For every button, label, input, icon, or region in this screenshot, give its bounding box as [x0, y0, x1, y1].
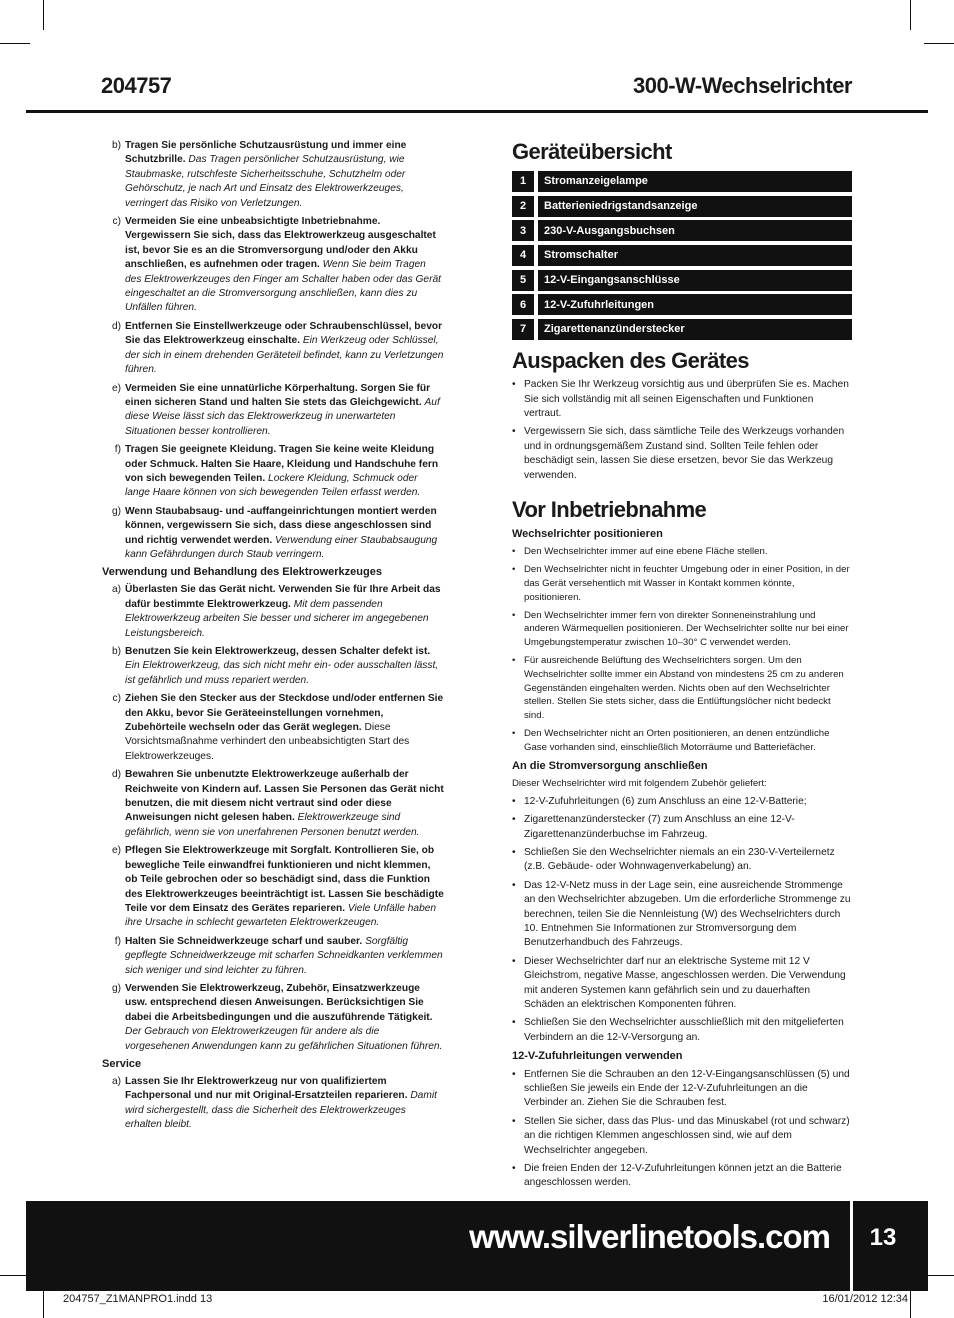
overview-heading: Geräteübersicht [512, 139, 672, 164]
item-italic-text: Das Tragen persönlicher Schutzausrüstung, wie Staubmaske, rutschfeste Sicherheitsschuhe, Schutzhelm oder Gehörschutz, je nach Art und Einsatz des Elektrowerkzeuges, verringert das Risiko von Verletzungen. [125, 154, 406, 209]
print-date: 16/01/2012 12:34 [822, 1293, 908, 1305]
list-item [102, 1075, 444, 1133]
item-italic-text: Auf diese Weise lässt sich das Elektrowerkzeug in unerwarteten Situationen besser kontrollieren. [125, 396, 440, 437]
bullet-text: Das 12-V-Netz muss in der Lage sein, eine ausreichende Strommenge an den Wechselrichter abzugeben. Um die erforderliche Strommenge zu berechnen, teilen Sie die Nennleistung (W) des Wechselrichters durch 10. Entnehmen Sie Informationen zur Stromversorgung dem Benutzerhandbuch des Fahrzeugs. [524, 879, 851, 949]
power-intro: Dieser Wechselrichter wird mit folgendem Zubehör geliefert: [512, 777, 767, 789]
item-letter: b) [111, 646, 121, 657]
crop-mark [910, 1290, 911, 1318]
bullet-item [512, 378, 852, 421]
bullet-item [512, 609, 852, 650]
item-letter: a) [111, 1075, 121, 1087]
list-item [102, 320, 444, 378]
crop-mark [910, 0, 911, 30]
bullet-item [512, 1115, 852, 1158]
bullet-text: Den Wechselrichter nicht an Orten positionieren, an denen entzündliche Gase vorhanden sind, einschließlich Motorräume und Batteriefächer. [524, 727, 830, 753]
bullet-item [512, 795, 852, 809]
product-number: 204757 [101, 73, 172, 98]
bullet-text: Für ausreichende Belüftung des Wechselrichters sorgen. Um den Wechselrichter sollte immer ein Abstand von mindestens 25 cm zu anderen Gegenständen eingehalten werden. Nichts oben auf den Wechselrichter stellen. Stellen Sie stets sicher, dass die Entlüftungslöcher nicht bedeckt sind. [524, 654, 844, 722]
bullet-text: 12-V-Zufuhrleitungen (6) zum Anschluss an eine 12-V-Batterie; [524, 795, 807, 807]
bullet-item [512, 1162, 852, 1191]
bullet-dot: • [512, 426, 516, 438]
item-text [125, 844, 444, 930]
list-item [102, 215, 444, 316]
overview-number: 1 [512, 171, 534, 192]
position-subheading: Wechselrichter positionieren [512, 527, 663, 540]
overview-row [512, 294, 852, 315]
bullet-item [512, 1016, 852, 1045]
list-item [102, 443, 444, 501]
bullet-dot: • [512, 814, 516, 826]
item-text [125, 139, 444, 211]
item-letter: b) [111, 140, 121, 151]
item-text [125, 692, 444, 764]
bullet-item [512, 955, 852, 1013]
item-text [125, 215, 444, 316]
bullet-dot: • [512, 879, 516, 891]
bullet-text: Die freien Enden der 12-V-Zufuhrleitungen können jetzt an die Batterie angeschlossen werden. [524, 1163, 842, 1189]
item-italic-text: Ein Elektrowerkzeug, das sich nicht mehr ein- oder ausschalten lässt, ist gefährlich und muss repariert werden. [125, 660, 439, 686]
item-text [125, 320, 444, 378]
bullet-text: Zigarettenanzünderstecker (7) zum Anschluss an eine 12-V-Zigarettenanzünderbuchse im Fahrzeug. [524, 814, 795, 840]
item-italic-text: Der Gebrauch von Elektrowerkzeugen für andere als die vorgesehenen Anwendungen kann zu gefährlichen Situationen führen. [125, 1026, 443, 1052]
item-letter: c) [112, 216, 121, 228]
bullet-dot: • [512, 846, 516, 858]
bullet-dot: • [512, 1115, 516, 1127]
page-number: 13 [869, 1224, 897, 1251]
overview-table [512, 171, 852, 340]
item-bold-text: Entfernen Sie Einstellwerkzeuge oder Schraubenschlüssel, bevor Sie das Elektrowerkzeug einschalte. [125, 320, 443, 347]
item-letter: c) [112, 693, 121, 705]
safety-list-tool-use [102, 583, 444, 1054]
bullet-item [512, 846, 852, 875]
bullet-item [512, 1068, 852, 1111]
bullet-dot: • [512, 1068, 516, 1080]
item-letter: d) [111, 320, 121, 332]
bullet-dot: • [512, 564, 516, 576]
crop-mark [0, 43, 30, 44]
bullet-text: Den Wechselrichter immer auf eine ebene Fläche stellen. [524, 546, 768, 558]
bullet-item [512, 425, 852, 483]
item-italic-text: Ein Werkzeug oder Schlüssel, der sich in einem drehenden Geräteteil befindet, kann zu Verletzungen führen. [125, 335, 444, 376]
item-bold-text: Vermeiden Sie eine unnatürliche Körperhaltung. Sorgen Sie für einen sicheren Stand und halten Sie stets das Gleichgewicht. [125, 382, 431, 408]
print-file-name: 204757_Z1MANPRO1.indd 13 [63, 1293, 213, 1305]
item-italic-text: Viele Unfälle haben ihre Ursache in schlecht gewarteten Elektrowerkzeugen. [125, 902, 437, 929]
leads-list [512, 1068, 852, 1191]
bullet-item [512, 654, 852, 723]
item-letter: e) [111, 845, 121, 857]
item-bold-text: Benutzen Sie kein Elektrowerkzeug, dessen Schalter defekt ist. [125, 646, 431, 657]
item-italic-text: Elektrowerkzeuge sind gefährlich, wenn sie von unerfahrenen Personen benutzt werden. [125, 812, 420, 838]
item-letter: g) [111, 505, 121, 517]
overview-label: Batterieniedrigstandsanzeige [538, 196, 852, 217]
item-text [125, 935, 444, 978]
crop-mark [924, 1275, 954, 1276]
item-bold-text: Tragen Sie geeignete Kleidung. Tragen Sie keine weite Kleidung oder Schmuck. Halten Sie Haare, Kleidung und Handschuhe fern von sich bewegenden Teilen. [125, 444, 439, 484]
bullet-item [512, 879, 852, 951]
page-title: 300-W-Wechselrichter [632, 73, 852, 98]
overview-row [512, 196, 852, 217]
right-column [512, 139, 852, 1195]
item-italic-text: Mit dem passenden Elektrowerkzeug arbeiten Sie besser und sicherer im angegebenen Leistungsbereich. [125, 598, 429, 639]
list-item [102, 583, 444, 641]
list-item [102, 382, 444, 440]
item-letter: e) [111, 382, 121, 394]
item-letter: f) [114, 444, 121, 456]
item-bold-text: Tragen Sie persönliche Schutzausrüstung und immer eine Schutzbrille. [125, 140, 407, 166]
overview-row [512, 171, 852, 192]
bullet-text: Entfernen Sie die Schrauben an den 12-V-Eingangsanschlüssen (5) und schließen Sie jeweils ein Ende der 12-V-Zufuhrleitungen an die Verbinder an. Ziehen Sie die Schrauben fest. [524, 1068, 850, 1109]
overview-label: Stromanzeigelampe [538, 171, 852, 192]
item-bold-text: Überlasten Sie das Gerät nicht. Verwenden Sie für Ihre Arbeit das dafür bestimmte Elektrowerkzeug. [125, 584, 441, 610]
item-letter: g) [111, 982, 121, 994]
bullet-dot: • [512, 379, 516, 391]
overview-number: 4 [512, 245, 534, 266]
overview-number: 2 [512, 196, 534, 217]
item-text [125, 583, 444, 641]
unpack-list [512, 378, 852, 483]
item-text [125, 1075, 444, 1133]
overview-number: 5 [512, 270, 534, 291]
list-item [102, 645, 444, 688]
bullet-text: Vergewissern Sie sich, dass sämtliche Teile des Werkzeugs vorhanden und in ordnungsgemäßem Zustand sind. Sollten Teile fehlen oder beschädigt sein, lassen Sie diese ersetzen, bevor Sie das Werkzeug verwenden. [524, 426, 845, 481]
section-heading-service: Service [102, 1057, 142, 1070]
bullet-text: Stellen Sie sicher, dass das Plus- und das Minuskabel (rot und schwarz) an die richtigen Klemmen angeschlossen sind, wie auf dem Wechselrichter angegeben. [524, 1115, 850, 1156]
item-italic-text: Damit wird sichergestellt, dass die Sicherheit des Elektrowerkzeuges erhalten bleibt. [125, 1090, 437, 1131]
overview-row [512, 245, 852, 266]
item-bold-text: Pflegen Sie Elektrowerkzeuge mit Sorgfalt. Kontrollieren Sie, ob bewegliche Teile einwandfrei funktionieren und nicht klemmen, ob Teile gebrochen oder so beschädigt sind, dass die Funktion des Elektrowerkzeuges beeinträchtigt ist. Lassen Sie beschädigte Teile vor dem Einsatz des Gerätes reparieren. [125, 845, 444, 914]
list-item [102, 982, 444, 1054]
item-bold-text: Lassen Sie Ihr Elektrowerkzeug nur von qualifiziertem Fachpersonal und nur mit Original-Ersatzteilen reparieren. [125, 1075, 408, 1102]
position-list [512, 545, 852, 754]
item-italic-text: Sorgfältig gepflegte Schneidwerkzeuge mit scharfen Schneidkanten verklemmen sich weniger und sind leichter zu führen. [125, 935, 443, 976]
list-item [102, 505, 444, 563]
power-list [512, 795, 852, 1046]
item-letter: d) [111, 769, 121, 781]
item-bold-text: Wenn Staubabsaug- und -auffangeinrichtungen montiert werden können, vergewissern Sie sich, dass diese angeschlossen sind und richtig verwendet werden. [125, 505, 437, 546]
item-text [125, 645, 444, 688]
overview-number: 7 [512, 319, 534, 340]
item-letter: f) [114, 935, 121, 947]
overview-label: Zigarettenanzünderstecker [538, 319, 852, 340]
item-italic-text: Lockere Kleidung, Schmuck oder lange Haare können von sich bewegenden Teilen erfasst werden. [125, 472, 421, 499]
overview-row [512, 220, 852, 241]
item-bold-text: Verwenden Sie Elektrowerkzeug, Zubehör, Einsatzwerkzeuge usw. entsprechend diesen Anweisungen. Berücksichtigen Sie dabei die Arbeitsbedingungen und die auszuführende Tätigkeit. [125, 982, 433, 1023]
safety-list-service [102, 1075, 444, 1133]
unpack-heading: Auspacken des Gerätes [512, 348, 749, 374]
list-item [102, 935, 444, 978]
item-text [125, 505, 444, 563]
overview-row [512, 319, 852, 340]
bullet-dot: • [512, 654, 516, 666]
item-bold-text: Ziehen Sie den Stecker aus der Steckdose und/oder entfernen Sie den Akku, bevor Sie Geräteeinstellungen vornehmen, Zubehörteile wechseln oder das Gerät weglegen. [125, 693, 444, 734]
list-item [102, 768, 444, 840]
bullet-text: Schließen Sie den Wechselrichter ausschließlich mit den mitgelieferten Verbindern an die 12-V-Versorgung an. [524, 1017, 844, 1043]
crop-mark [924, 43, 954, 44]
bullet-dot: • [512, 795, 516, 807]
leads-subheading: 12-V-Zufuhrleitungen verwenden [512, 1050, 683, 1063]
header-rule [26, 110, 928, 113]
list-item [102, 692, 444, 764]
overview-number: 3 [512, 220, 534, 241]
list-item [102, 139, 444, 211]
overview-number: 6 [512, 294, 534, 315]
bullet-dot: • [512, 955, 516, 967]
bullet-item [512, 813, 852, 842]
bullet-item [512, 563, 852, 604]
item-text [125, 382, 444, 440]
section-heading-tool-use: Verwendung und Behandlung des Elektrowerkzeuges [102, 566, 382, 579]
bullet-item [512, 545, 852, 559]
bullet-dot: • [512, 1017, 516, 1029]
bullet-text: Den Wechselrichter nicht in feuchter Umgebung oder in einer Position, in der das Gerät versehentlich mit Wasser in Kontakt kommen könnte, positionieren. [524, 564, 850, 603]
bullet-dot: • [512, 1163, 516, 1175]
left-column [102, 139, 444, 1137]
bullet-dot: • [512, 546, 516, 558]
item-plain-text: Diese Vorsichtsmaßnahme verhindert den unbeabsichtigten Start des Elektrowerkzeuges. [125, 722, 410, 762]
item-italic-text: Wenn Sie beim Tragen des Elektrowerkzeuges den Finger am Schalter haben oder das Gerät eingeschaltet an die Stromversorgung anschließen, kann dies zu Unfällen führen. [125, 259, 441, 314]
item-bold-text: Bewahren Sie unbenutzte Elektrowerkzeuge außerhalb der Reichweite von Kindern auf. Lassen Sie Personen das Gerät nicht benutzen, die mit diesem nicht vertraut sind oder diese Anweisungen nicht gelesen haben. [125, 769, 444, 824]
item-bold-text: Vermeiden Sie eine unbeabsichtigte Inbetriebnahme. Vergewissern Sie sich, dass das Elektrowerkzeug ausgeschaltet ist, bevor Sie es an die Stromversorgung und/oder den Akku anschließen, es aufnehmen oder tragen. [125, 216, 436, 271]
bullet-dot: • [512, 727, 516, 739]
item-bold-text: Halten Sie Schneidwerkzeuge scharf und sauber. [125, 935, 363, 947]
bullet-text: Dieser Wechselrichter darf nur an elektrische Systeme mit 12 V Gleichstrom, negative Masse, angeschlossen werden. Die Verwendung mit anderen Systemen kann gefährlich sein und zu dauerhaften Schäden an elektrischen Komponenten führen. [524, 955, 846, 1011]
prep-heading: Vor Inbetriebnahme [512, 496, 707, 522]
bullet-text: Den Wechselrichter immer fern von direkter Sonneneinstrahlung und anderen Wärmequellen positionieren. Der Wechselrichter sollte nur bei einer Umgebungstemperatur zwischen 10–30° C verwendet werden. [524, 609, 849, 649]
bullet-dot: • [512, 609, 516, 621]
overview-label: Stromschalter [538, 245, 852, 266]
bullet-text: Schließen Sie den Wechselrichter niemals an ein 230-V-Verteilernetz (z.B. Gebäude- oder Wohnwagenverkabelung) an. [524, 846, 835, 873]
item-letter: a) [111, 584, 121, 596]
item-text [125, 768, 444, 840]
overview-label: 12-V-Eingangsanschlüsse [538, 270, 852, 291]
item-text [125, 982, 444, 1054]
bullet-item [512, 727, 852, 755]
list-item [102, 844, 444, 930]
overview-row [512, 270, 852, 291]
overview-label: 230-V-Ausgangsbuchsen [538, 220, 852, 241]
item-italic-text: Verwendung einer Staubabsaugung kann Gefährdungen durch Staub verringern. [125, 534, 438, 560]
crop-mark [43, 1290, 44, 1318]
footer-divider [850, 1201, 853, 1291]
power-subheading: An die Stromversorgung anschließen [512, 759, 708, 772]
bullet-text: Packen Sie Ihr Werkzeug vorsichtig aus und überprüfen Sie es. Machen Sie sich vollständig mit all seinen Eigenschaften und Funktionen vertraut. [524, 379, 849, 419]
item-text [125, 443, 444, 501]
crop-mark [43, 0, 44, 30]
overview-label: 12-V-Zufuhrleitungen [538, 294, 852, 315]
safety-list-personal [102, 139, 444, 562]
website-url: www.silverlinetools.com [469, 1218, 830, 1255]
